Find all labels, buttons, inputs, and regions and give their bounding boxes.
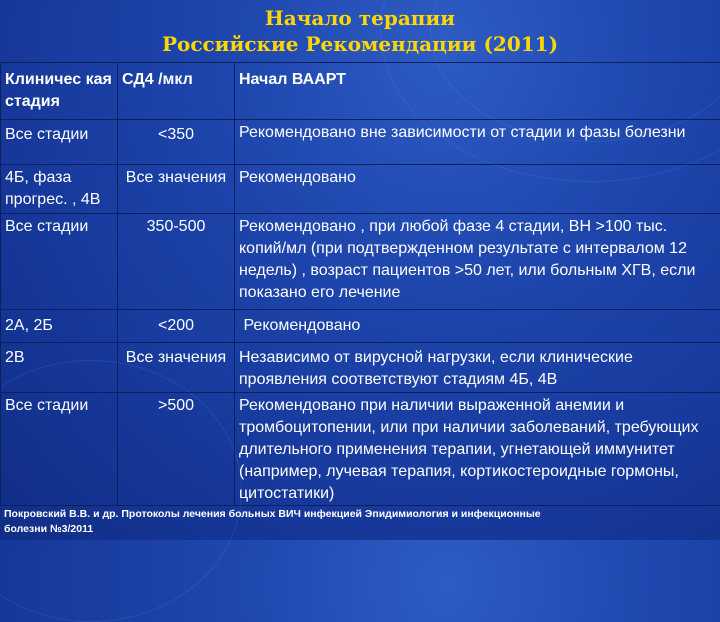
cell-stage: 2В bbox=[1, 343, 118, 393]
cell-recommendation: Рекомендовано bbox=[235, 165, 720, 214]
table-row bbox=[1, 310, 720, 343]
table-row bbox=[1, 165, 720, 214]
cell-stage: Все стадии bbox=[1, 393, 118, 506]
cell-recommendation: Рекомендовано , при любой фазе 4 стадии, ВН >100 тыс. копий/мл (при подтвержденном результате с интервалом 12 недель) , возраст пациентов >50 лет, или больным ХГВ, если показано его лечение bbox=[235, 214, 720, 310]
table-row bbox=[1, 343, 720, 393]
table-row bbox=[1, 393, 720, 506]
cell-cd4: Все значения bbox=[118, 343, 235, 393]
table-header-row bbox=[1, 63, 720, 120]
header-start-haart: Начал ВААРТ bbox=[235, 63, 720, 120]
cell-cd4: <350 bbox=[118, 120, 235, 165]
cell-stage: 2А, 2Б bbox=[1, 310, 118, 343]
header-stage: Клиничес кая стадия bbox=[1, 63, 118, 120]
cell-recommendation: Рекомендовано при наличии выраженной анемии и тромбоцитопении, или при наличии заболеваний, требующих длительного применения терапии, угнетающей иммунитет (например, лучевая терапия, кортикостероидные гормоны, цитостатики) bbox=[235, 393, 720, 506]
slide-title: Начало терапии bbox=[0, 6, 720, 30]
cell-stage: Все стадии bbox=[1, 120, 118, 165]
slide-subtitle: Российские Рекомендации (2011) bbox=[0, 32, 720, 56]
cell-cd4: Все значения bbox=[118, 165, 235, 214]
table-row bbox=[1, 214, 720, 310]
recommendations-table bbox=[0, 62, 720, 506]
cell-cd4: <200 bbox=[118, 310, 235, 343]
cell-stage: Все стадии bbox=[1, 214, 118, 310]
cell-cd4: 350-500 bbox=[118, 214, 235, 310]
cell-recommendation: Рекомендовано вне зависимости от стадии и фазы болезни bbox=[235, 120, 720, 165]
cell-recommendation: Рекомендовано bbox=[235, 310, 720, 343]
cell-cd4: >500 bbox=[118, 393, 235, 506]
table-row bbox=[1, 120, 720, 165]
source-footnote: Покровский В.В. и др. Протоколы лечения больных ВИЧ инфекцией Эпидимиология и инфекционные болезни №3/2011 bbox=[4, 507, 564, 537]
cell-stage: 4Б, фаза прогрес. , 4В bbox=[1, 165, 118, 214]
cell-recommendation: Независимо от вирусной нагрузки, если клинические проявления соответствуют стадиям 4Б, 4В bbox=[235, 343, 720, 393]
header-cd4: СД4 /мкл bbox=[118, 63, 235, 120]
